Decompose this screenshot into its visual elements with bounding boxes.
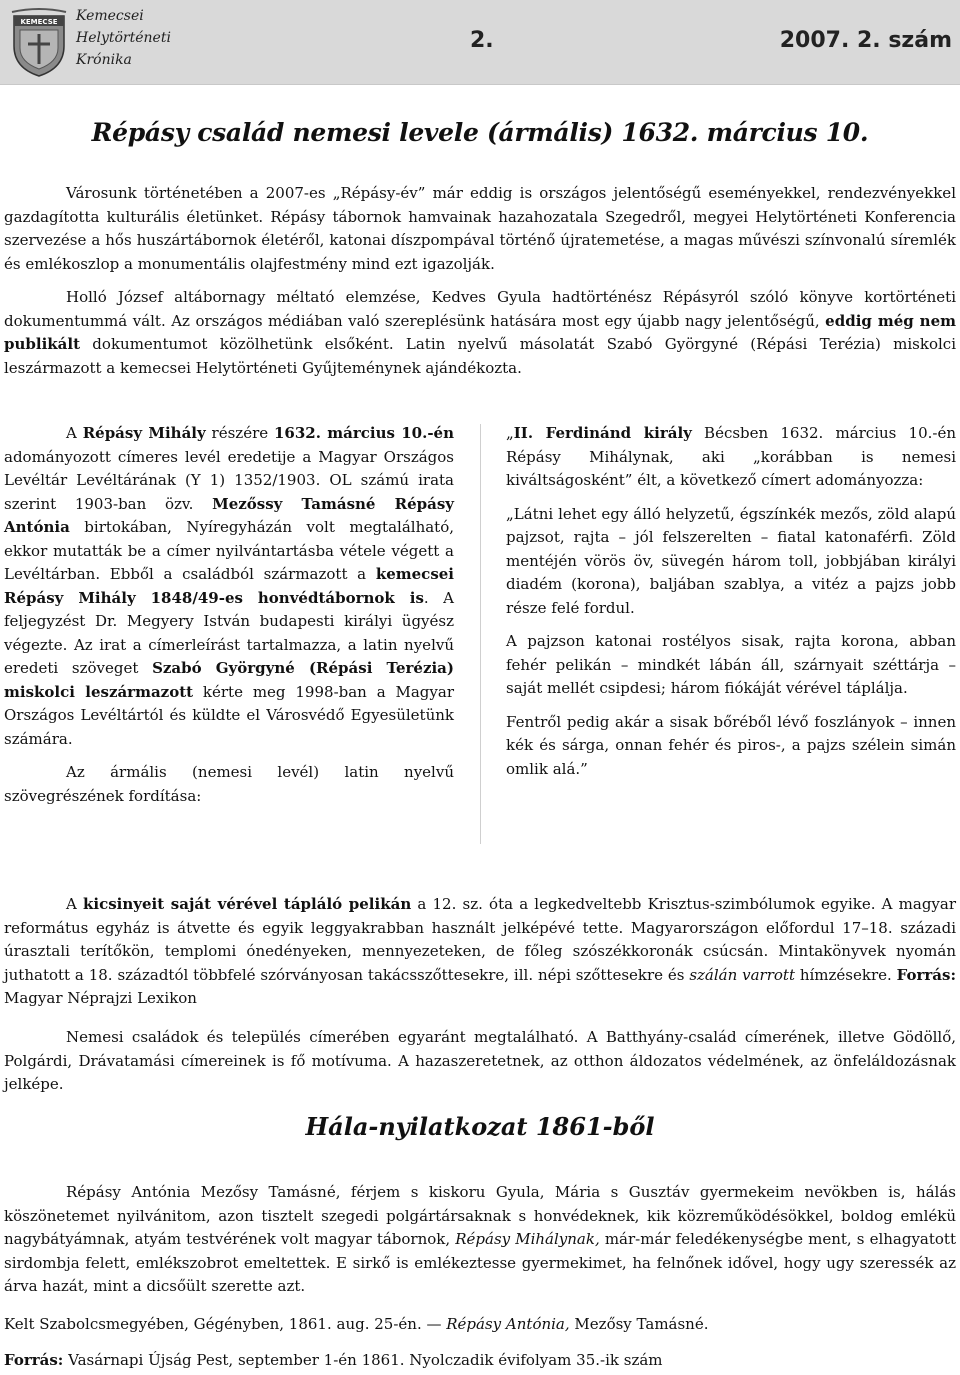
column-divider: [480, 424, 481, 844]
hala-section: [4, 1181, 956, 1299]
signature-line: Kelt Szabolcsmegyében, Gégényben, 1861. aug. 25-én. — Répásy Antónia, Mezősy Tamásné.: [4, 1315, 709, 1333]
page-number: 2.: [470, 28, 494, 53]
publication-name-line: Helytörténeti: [76, 30, 171, 46]
nemesi-paragraph: Nemesi családok és település címerében egyaránt megtalálható. A Batthyány-család címerének, illetve Gödöllő, Polgárdi, Drávatamási címereinek is fő motívuma. A hazaszeretetnek, az otthon áldozatos védelmének, az önfeláldozásnak jelképe.: [4, 1028, 956, 1093]
nemesi-section: [4, 1026, 956, 1097]
page-header: [0, 0, 960, 85]
pelican-paragraph: A kicsinyeit saját vérével tápláló pelikán a 12. sz. óta a legkedveltebb Krisztus-szimbólumok egyike. A magyar református egyház is átvette és egyik leggyakrabban használt jelképévé tette. Magyarországon előfordul 17–18. századi úrasztali terítőkön, templomi ónedényeken, mennyezeteken, de főleg szószékkoronák csúcsán. Mintakönyvek nyomán juthatott a 18. századtól többfelé szórványosan takácsszőttesekre, ill. népi szőttesekre és szálán varrott hímzésekre. Forrás: Magyar Néprajzi Lexikon: [4, 895, 957, 1007]
intro-paragraph: Holló József altábornagy méltató elemzése, Kedves Gyula hadtörténész Répásyról szóló könyve kortörténeti dokumentummá vált. Az országos médiában való szereplésünk hatására most egy újabb nagy jelentőségű, eddig még nem publikált dokumentumot közölhetünk elsőként. Latin nyelvű másolatát Szabó Györgyné (Répási Terézia) miskolci leszármazott a kemecsei Helytörténeti Gyűjteménynek ajándékozta.: [4, 288, 956, 377]
intro-section: [4, 182, 956, 380]
issue-date: 2007. 2. szám: [779, 28, 952, 53]
hala-paragraph: Répásy Antónia Mezősy Tamásné, férjem s kiskoru Gyula, Mária s Gusztáv gyermekeim nevökben is, hálás köszönetemet nyilvánitom, azon tisztelt szegedi polgártársaknak s honvédeknek, kik közreműködésökkel, boldog emlékü nagybátyámnak, atyám testvérének volt magyar tábornok, Répásy Mihálynak, már-már feledékenységbe ment, s elhagyatott sirdombja felett, emlékszobrot emeltettek. E sirkő is emlékeztesse gyermekimet, ha felnőnek idővel, hogy ugy szeressék az árva hazát, mint a dicsőült szerette azt.: [4, 1183, 956, 1295]
article-title: Répásy család nemesi levele (ármális) 1632. március 10.: [91, 118, 869, 147]
left-paragraph: A Répásy Mihály részére 1632. március 10.-én adományozott címeres levél eredetije a Magyar Országos Levéltár Levéltárának (Y 1) 1352/1903. OL számú irata szerint 1903-ban özv. Mezőssy Tamásné Répásy Antónia birtokában, Nyíregyházán volt megtalálható, ekkor mutatták be a címer nyilvántartásba vétele végett a Levéltárban. Ebből a családból származott a kemecsei Répásy Mihály 1848/49-es honvédtábornok is. A feljegyzést Dr. Megyery István budapesti királyi ügyész végezte. Az irat a címerleírást tartalmazza, a latin nyelvű eredeti szöveget Szabó Györgyné (Répási Terézia) miskolci leszármazott kérte meg 1998-ban a Magyar Országos Levéltártól és küldte el Városvédő Egyesületünk számára.: [4, 424, 454, 748]
pelican-section: [4, 893, 956, 1011]
intro-paragraph: Városunk történetében a 2007-es „Répásy-év” már eddig is országos jelentőségű eseményekkel, rendezvényekkel gazdagította kulturális életünket. Répásy tábornok hamvainak hazahozatala Szegedről, megyei Helytörténeti Konferencia szervezése a hős huszártábornok életéről, katonai díszpompával történő újratemetése, a magas művészi színvonalú síremlék és emlékoszlop a monumentális olajfestmény mind ezt igazolják.: [4, 184, 956, 273]
publication-name: [76, 6, 171, 72]
right-paragraph: A pajzson katonai rostélyos sisak, rajta korona, abban fehér pelikán – mindkét lábán áll, szárnyait széttárja – saját mellét csipdesi; három fiókáját vérével táplálja.: [506, 632, 956, 697]
right-paragraph: Fentről pedig akár a sisak bőréből lévő foszlányok – innen kék és sárga, onnan fehér és piros-, a pajzs szélein simán omlik alá.”: [506, 712, 956, 778]
left-column: [4, 422, 454, 808]
left-paragraph: Az ármális (nemesi levél) latin nyelvű szövegrészének fordítása:: [4, 763, 454, 805]
publication-name-line: Krónika: [76, 52, 132, 68]
section-title: Hála-nyilatkozat 1861-ből: [305, 1112, 655, 1141]
right-paragraph: „Látni lehet egy álló helyzetű, égszínkék mezős, zöld alapú pajzsot, rajta – jól felszerelten – fiatal katonaférfi. Zöld mentéjén vörös öv, süvegén három toll, jobbjában királyi diadém (korona), baljában szablya, a vitéz a pajzs jobb része felé fordul.: [506, 504, 956, 617]
source-line: Forrás: Vasárnapi Újság Pest, september 1-én 1861. Nyolczadik évifolyam 35.-ik szám: [4, 1351, 663, 1369]
town-crest-logo: [10, 6, 68, 78]
logo-text: KEMECSE: [20, 18, 58, 26]
publication-name-line: Kemecsei: [76, 8, 144, 24]
right-column: [506, 422, 956, 781]
right-paragraph: „II. Ferdinánd király Bécsben 1632. március 10.-én Répásy Mihálynak, aki „korábban is nemesi kiváltságosként” élt, a következő címert adományozza:: [506, 424, 956, 489]
